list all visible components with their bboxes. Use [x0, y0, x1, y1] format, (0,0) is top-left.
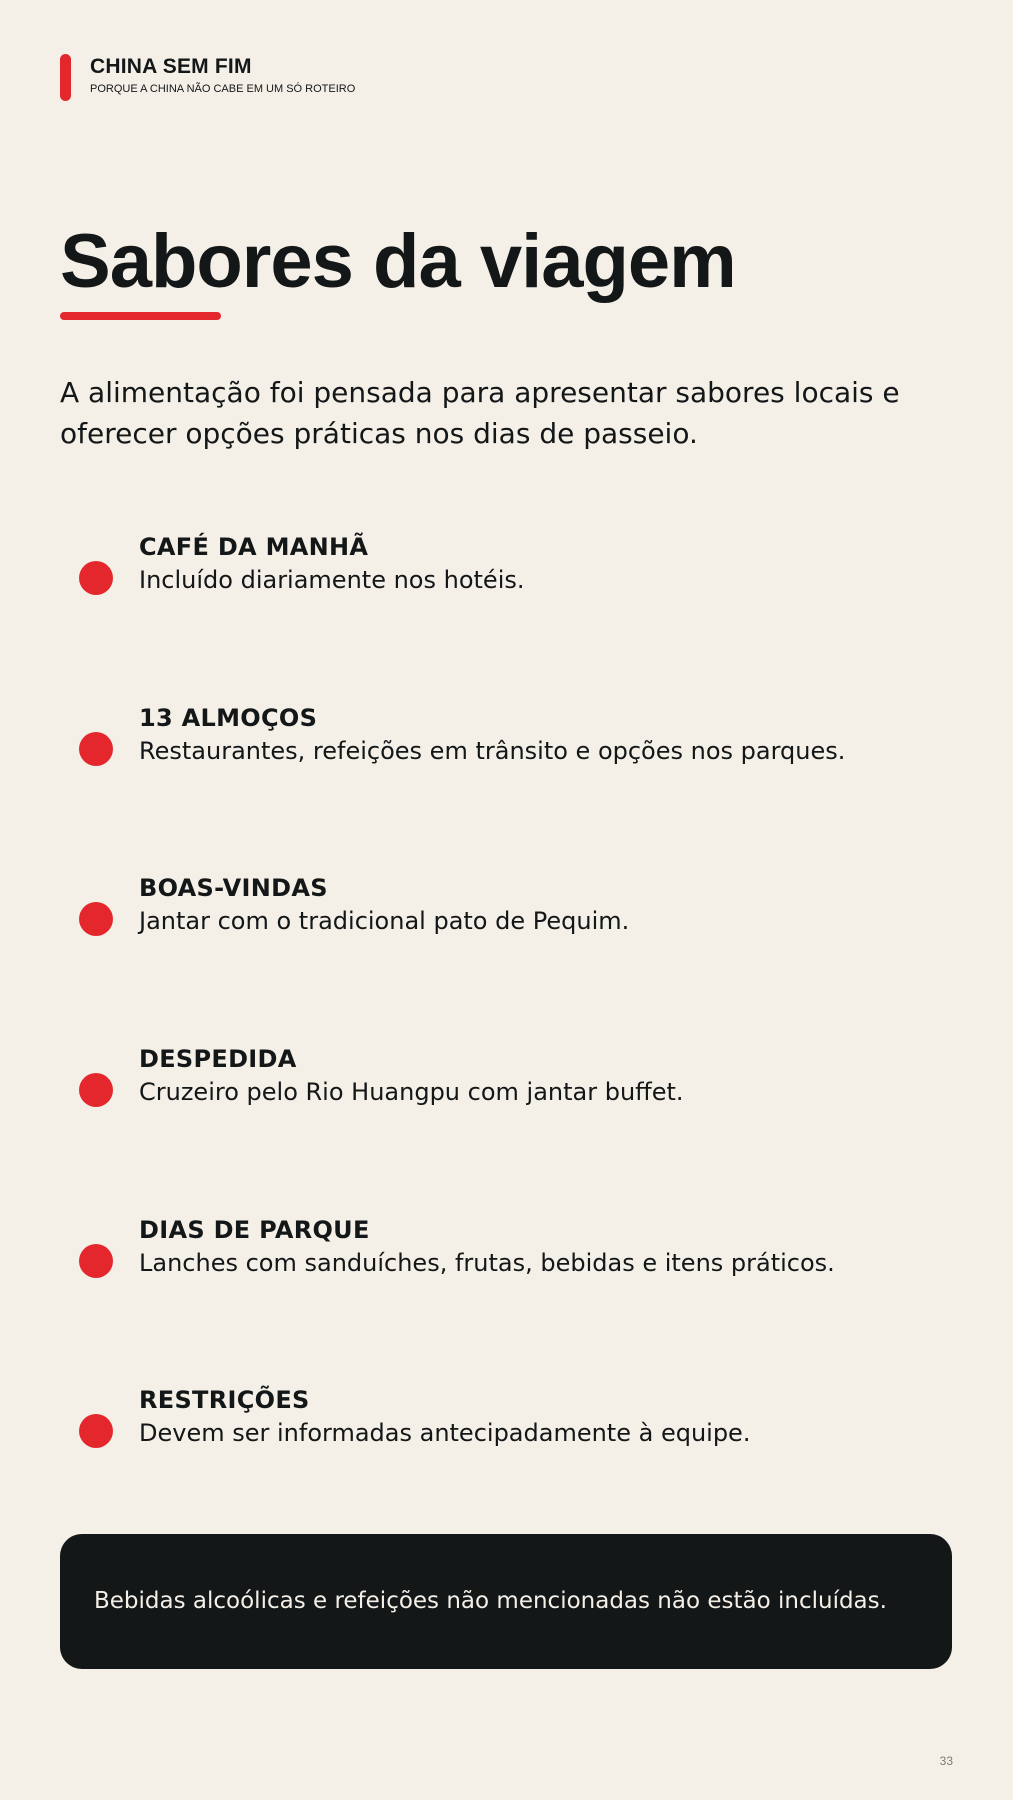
item-title: 13 ALMOÇOS: [139, 704, 318, 732]
list-item: [0, 1385, 1013, 1465]
item-title: CAFÉ DA MANHÃ: [139, 533, 369, 561]
intro-paragraph: A alimentação foi pensada para apresentar sabores locais e oferecer opções práticas nos dias de passeio.: [60, 376, 900, 450]
list-item: [0, 1215, 1013, 1295]
item-description: Lanches com sanduíches, frutas, bebidas e itens práticos.: [139, 1249, 835, 1277]
item-description: Restaurantes, refeições em trânsito e opções nos parques.: [139, 737, 846, 765]
bullet-dot-icon: [79, 1244, 113, 1278]
list-item: [0, 703, 1013, 783]
brand-accent-bar: [60, 54, 71, 101]
item-description: Incluído diariamente nos hotéis.: [139, 566, 525, 594]
list-item: [0, 532, 1013, 612]
note-box: [60, 1534, 952, 1669]
item-title: DIAS DE PARQUE: [139, 1216, 370, 1244]
brand-name: CHINA SEM FIM: [90, 55, 252, 78]
title-underline: [60, 312, 221, 320]
brand-tagline: PORQUE A CHINA NÃO CABE EM UM SÓ ROTEIRO: [90, 83, 356, 95]
item-description: Cruzeiro pelo Rio Huangpu com jantar buffet.: [139, 1078, 684, 1106]
item-description: Devem ser informadas antecipadamente à equipe.: [139, 1419, 751, 1447]
list-item: [0, 873, 1013, 953]
bullet-dot-icon: [79, 1414, 113, 1448]
item-title: RESTRIÇÕES: [139, 1386, 310, 1414]
note-text: Bebidas alcoólicas e refeições não mencionadas não estão incluídas.: [94, 1588, 887, 1614]
page-number: 33: [939, 1754, 953, 1768]
list-item: [0, 1044, 1013, 1124]
page-title: Sabores da viagem: [60, 219, 736, 304]
bullet-dot-icon: [79, 561, 113, 595]
bullet-dot-icon: [79, 732, 113, 766]
item-title: DESPEDIDA: [139, 1045, 297, 1073]
item-title: BOAS-VINDAS: [139, 874, 328, 902]
bullet-dot-icon: [79, 1073, 113, 1107]
bullet-dot-icon: [79, 902, 113, 936]
item-description: Jantar com o tradicional pato de Pequim.: [139, 907, 630, 935]
